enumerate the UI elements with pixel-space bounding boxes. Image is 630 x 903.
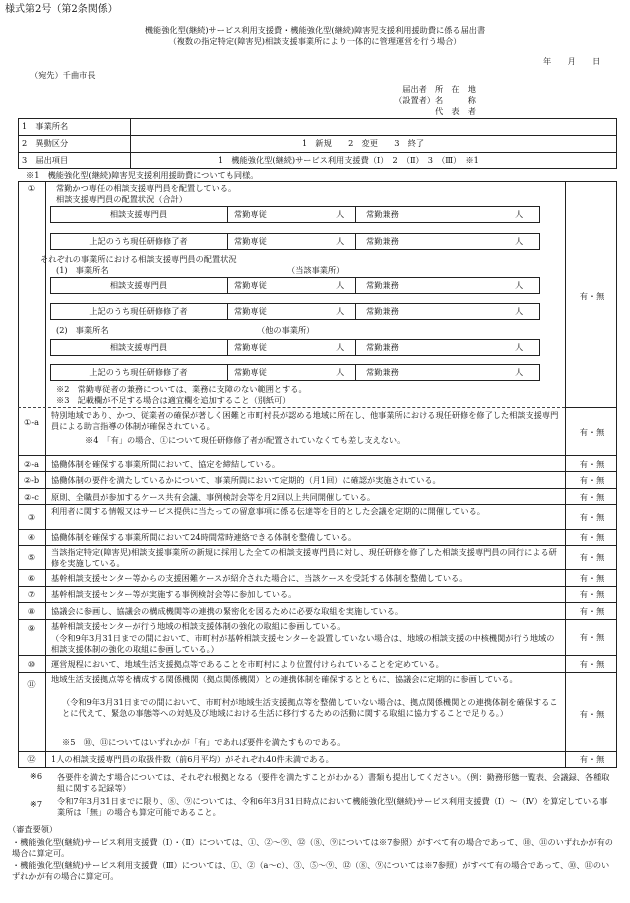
row-8-text: 協議会に参画し、協議会の構成機関等の連携の緊密化を図るために必要な取組を実施している。 — [51, 606, 404, 616]
total-staff-parttime-label: 常勤兼務 — [366, 209, 399, 219]
total-staff-fulltime-label: 常勤専従 — [234, 209, 267, 219]
row-6-mark[interactable]: 有・無 — [579, 573, 605, 583]
office2-staff-parttime-label: 常勤兼務 — [366, 342, 399, 352]
row-2b-mark[interactable]: 有・無 — [579, 475, 605, 485]
title-line-2: （複数の指定特定(障害児)相談支援事業所により一体的に管理運営を行う場合） — [168, 36, 462, 46]
total-trained-parttime-unit[interactable]: 人 — [515, 236, 524, 246]
office1-staff-fulltime-label: 常勤専従 — [234, 280, 267, 290]
office1-staff-parttime-label: 常勤兼務 — [366, 280, 399, 290]
note-6-text: 各要件を満たす場合については、それぞれ根拠となる（要件を満たすことがわかる）書類も提出してください。（例：勤務形態一覧表、会議録、各種取組に関する記録等） — [57, 772, 610, 793]
office-name-label: 1 事業所名 — [22, 121, 69, 131]
office1-staff-label: 相談支援専門員 — [109, 280, 168, 290]
office2-staff-parttime-unit[interactable]: 人 — [515, 342, 524, 352]
row-11-text: 地域生活支援拠点等を構成する関係機関（拠点関係機関）との連携体制を確保するとともに、協議会に定期的に参画している。 — [51, 674, 518, 684]
row-6-text: 基幹相談支援センター等からの支援困難ケースが紹介された場合に、当該ケースを受託する体制を整備している。 — [51, 573, 468, 583]
row-5-text: 当該指定特定(障害児)相談支援事業所の新規に採用した全ての相談支援専門員に対し、現任研修を修了した相談支援専門員の同行による研修を実施している。 — [51, 547, 557, 568]
total-staff-parttime-unit[interactable]: 人 — [515, 209, 524, 219]
note-2: ※2 常勤専従者の兼務については、業務に支障のない範囲とする。 — [56, 384, 307, 394]
sec1-mark[interactable]: 有・無 — [579, 291, 605, 301]
row-11-mark[interactable]: 有・無 — [579, 709, 605, 719]
row-10-text: 運営規程において、地域生活支援拠点等であることを市町村により位置付けられていることを定めている。 — [51, 659, 444, 669]
row-12-text: 1人の相談支援専門員の取扱件数（前6月平均）がそれぞれ40件未満である。 — [51, 754, 334, 764]
row-11-number: ⑪ — [27, 679, 36, 689]
note-7-label: ※7 — [30, 799, 43, 809]
row-2c-mark[interactable]: 有・無 — [579, 492, 605, 502]
sec1-subtitle: 相談支援専門員の配置状況（合計） — [56, 194, 188, 204]
office2-staff-label: 相談支援専門員 — [109, 342, 168, 352]
row-3-mark[interactable]: 有・無 — [579, 512, 605, 522]
office2-trained-label: 上記のうち現任研修修了者 — [89, 367, 188, 377]
form-number: 様式第2号（第2条関係） — [5, 4, 118, 15]
sec1-text: 常勤かつ専任の相談支援専門員を配置している。 — [56, 183, 237, 193]
office2-name-label[interactable]: (2) 事業所名 — [56, 325, 109, 335]
review-item-2: ・機能強化型(継続)サービス利用支援費（Ⅲ）については、①、②（a～c）、③、⑤～⑨、⑫（⑧、⑨については※7参照）がすべて有の場合であって、⑩、⑪のいずれかが有の場合に算定可。 — [12, 860, 610, 881]
row-7-mark[interactable]: 有・無 — [579, 589, 605, 599]
office2-staff-fulltime-label: 常勤専従 — [234, 342, 267, 352]
row-10-mark[interactable]: 有・無 — [579, 659, 605, 669]
office2-trained-fulltime-unit[interactable]: 人 — [336, 367, 345, 377]
note-6-label: ※6 — [30, 771, 43, 781]
row-5-number: ⑤ — [27, 552, 36, 562]
row-1a-mark[interactable]: 有・無 — [579, 427, 605, 437]
row-5-mark[interactable]: 有・無 — [579, 552, 605, 562]
row-2b-text: 協働体制の要件を満たしているかについて、事業所間において定期的（月1回）に確認が実施されている。 — [51, 475, 441, 485]
change-type-options[interactable]: 1 新規 2 変更 3 終了 — [302, 138, 425, 148]
office1-tag: （当該事業所） — [287, 265, 345, 275]
row-2c-number: ②-c — [24, 492, 39, 502]
office1-trained-parttime-label: 常勤兼務 — [366, 306, 399, 316]
row-3-number: ③ — [27, 512, 36, 522]
office2-tag: （他の事業所） — [257, 325, 315, 335]
applicant-rep-label: 代 表 者 — [435, 106, 476, 116]
office2-trained-parttime-label: 常勤兼務 — [366, 367, 399, 377]
addressee: （宛先）千曲市長 — [30, 70, 96, 80]
row-4-number: ④ — [27, 532, 36, 542]
applicant-block[interactable] — [372, 84, 476, 117]
office2-trained-fulltime-label: 常勤専従 — [234, 367, 267, 377]
row-9-mark[interactable]: 有・無 — [579, 632, 605, 642]
row-2a-text: 協働体制を確保する事業所間において、協定を締結している。 — [51, 459, 281, 469]
row-9-text: 基幹相談支援センターが行う地域の相談支援体制の強化の取組に参画している。 — [51, 621, 346, 631]
office2-trained-parttime-unit[interactable]: 人 — [515, 367, 524, 377]
row-2a-number: ②-a — [24, 459, 39, 469]
applicant-name-label: （設置者）名 称 — [394, 95, 476, 105]
sec1-number: ① — [27, 183, 36, 193]
total-staff-label: 相談支援専門員 — [109, 209, 168, 219]
row-2b-number: ②-b — [23, 475, 40, 485]
row-1a-text: 特別地域であり、かつ、従業者の確保が著しく困難と市町村長が認める地域に所在し、他事業所における現任研修を修了した相談支援専門員による助言指導の体制が確保されている。 — [51, 410, 559, 431]
office1-trained-label: 上記のうち現任研修修了者 — [89, 306, 188, 316]
title-line-1: 機能強化型(継続)サービス利用支援費・機能強化型(継続)障害児支援利用援助費に係る届出書 — [144, 25, 486, 35]
office1-trained-fulltime-label: 常勤専従 — [234, 306, 267, 316]
review-title: （審査要領） — [8, 824, 58, 834]
office-name-input[interactable] — [135, 119, 613, 134]
row-8-number: ⑧ — [27, 606, 36, 616]
office1-name-label[interactable]: (1) 事業所名 — [56, 265, 109, 275]
applicant-address-label: 届出者 所 在 地 — [402, 84, 476, 94]
row-1a-number: ①-a — [24, 417, 39, 427]
change-type-label: 2 異動区分 — [22, 138, 69, 148]
row-10-number: ⑩ — [27, 659, 36, 669]
row-11-text-2: （令和9年3月31日までの間において、市町村が地域生活支援拠点等を整備していない場合は、拠点関係機関との連携体制を確保することに代えて、緊急の事態等への対処及び地域における生活に移行するための活動に関する取組に協力することで足りる。） — [62, 697, 558, 718]
office1-staff-parttime-unit[interactable]: 人 — [515, 280, 524, 290]
total-trained-parttime-label: 常勤兼務 — [366, 236, 399, 246]
row-9-number: ⑨ — [27, 623, 36, 633]
row-12-mark[interactable]: 有・無 — [579, 754, 605, 764]
total-trained-fulltime-unit[interactable]: 人 — [336, 236, 345, 246]
each-office-heading: それぞれの事業所における相談支援専門員の配置状況 — [40, 254, 237, 264]
item-label: 3 届出項目 — [22, 155, 69, 165]
total-trained-fulltime-label: 常勤専従 — [234, 236, 267, 246]
note-7-text: 令和7年3月31日までに限り、⑧、⑨については、令和6年3月31日時点において機能強化型(継続)サービス利用支援費（Ⅰ）～（Ⅳ）を算定している事業所は「無」の場合も算定可能であること。 — [57, 796, 608, 817]
review-item-1: ・機能強化型(継続)サービス利用支援費（Ⅰ）・（Ⅱ）については、①、②～⑨、⑫（⑧、⑨については※7参照）がすべて有の場合であって、⑩、⑪のいずれかが有の場合に算定可。 — [12, 837, 613, 858]
date-field[interactable]: 年 月 日 — [543, 56, 601, 66]
office2-staff-fulltime-unit[interactable]: 人 — [336, 342, 345, 352]
row-3-text: 利用者に関する情報又はサービス提供に当たっての留意事項に係る伝達等を目的とした会議を定期的に開催している。 — [51, 506, 485, 516]
office1-staff-fulltime-unit[interactable]: 人 — [336, 280, 345, 290]
note-4: ※4 「有」の場合、①について現任研修修了者が配置されていなくても差し支えない。 — [85, 435, 406, 445]
office1-trained-fulltime-unit[interactable]: 人 — [336, 306, 345, 316]
row-7-text: 基幹相談支援センター等が実施する事例検討会等に参加している。 — [51, 589, 297, 599]
row-6-number: ⑥ — [27, 573, 36, 583]
item-options[interactable]: 1 機能強化型(継続)サービス利用支援費（Ⅰ） 2 （Ⅱ） 3 （Ⅲ） ※1 — [218, 155, 479, 165]
row-7-number: ⑦ — [27, 589, 36, 599]
note-5: ※5 ⑩、⑪についてはいずれかが「有」であれば要件を満たすものである。 — [62, 737, 346, 747]
office1-trained-parttime-unit[interactable]: 人 — [515, 306, 524, 316]
row-4-text: 協働体制を確保する事業所間において24時間常時連絡できる体制を整備している。 — [51, 532, 357, 542]
row-2a-mark[interactable]: 有・無 — [579, 459, 605, 469]
row-12-number: ⑫ — [27, 754, 36, 764]
total-trained-label: 上記のうち現任研修修了者 — [89, 236, 188, 246]
note-3: ※3 記載欄が不足する場合は適宜欄を追加すること（別紙可） — [56, 395, 291, 405]
row-8-mark[interactable]: 有・無 — [579, 606, 605, 616]
row-9-text-2: （令和9年3月31日までの間において、市町村が基幹相談支援センターを設置していない場合は、地域の相談支援の中核機関が行う地域の相談支援体制の強化の取組に参画している。） — [51, 633, 555, 654]
row-2c-text: 原則、全職員が参加するケース共有会議、事例検討会等を月2回以上共同開催している。 — [51, 492, 376, 502]
total-staff-fulltime-unit[interactable]: 人 — [336, 209, 345, 219]
row-4-mark[interactable]: 有・無 — [579, 532, 605, 542]
note-1: ※1 機能強化型(継続)障害児支援利用援助費についても同様。 — [26, 170, 259, 180]
